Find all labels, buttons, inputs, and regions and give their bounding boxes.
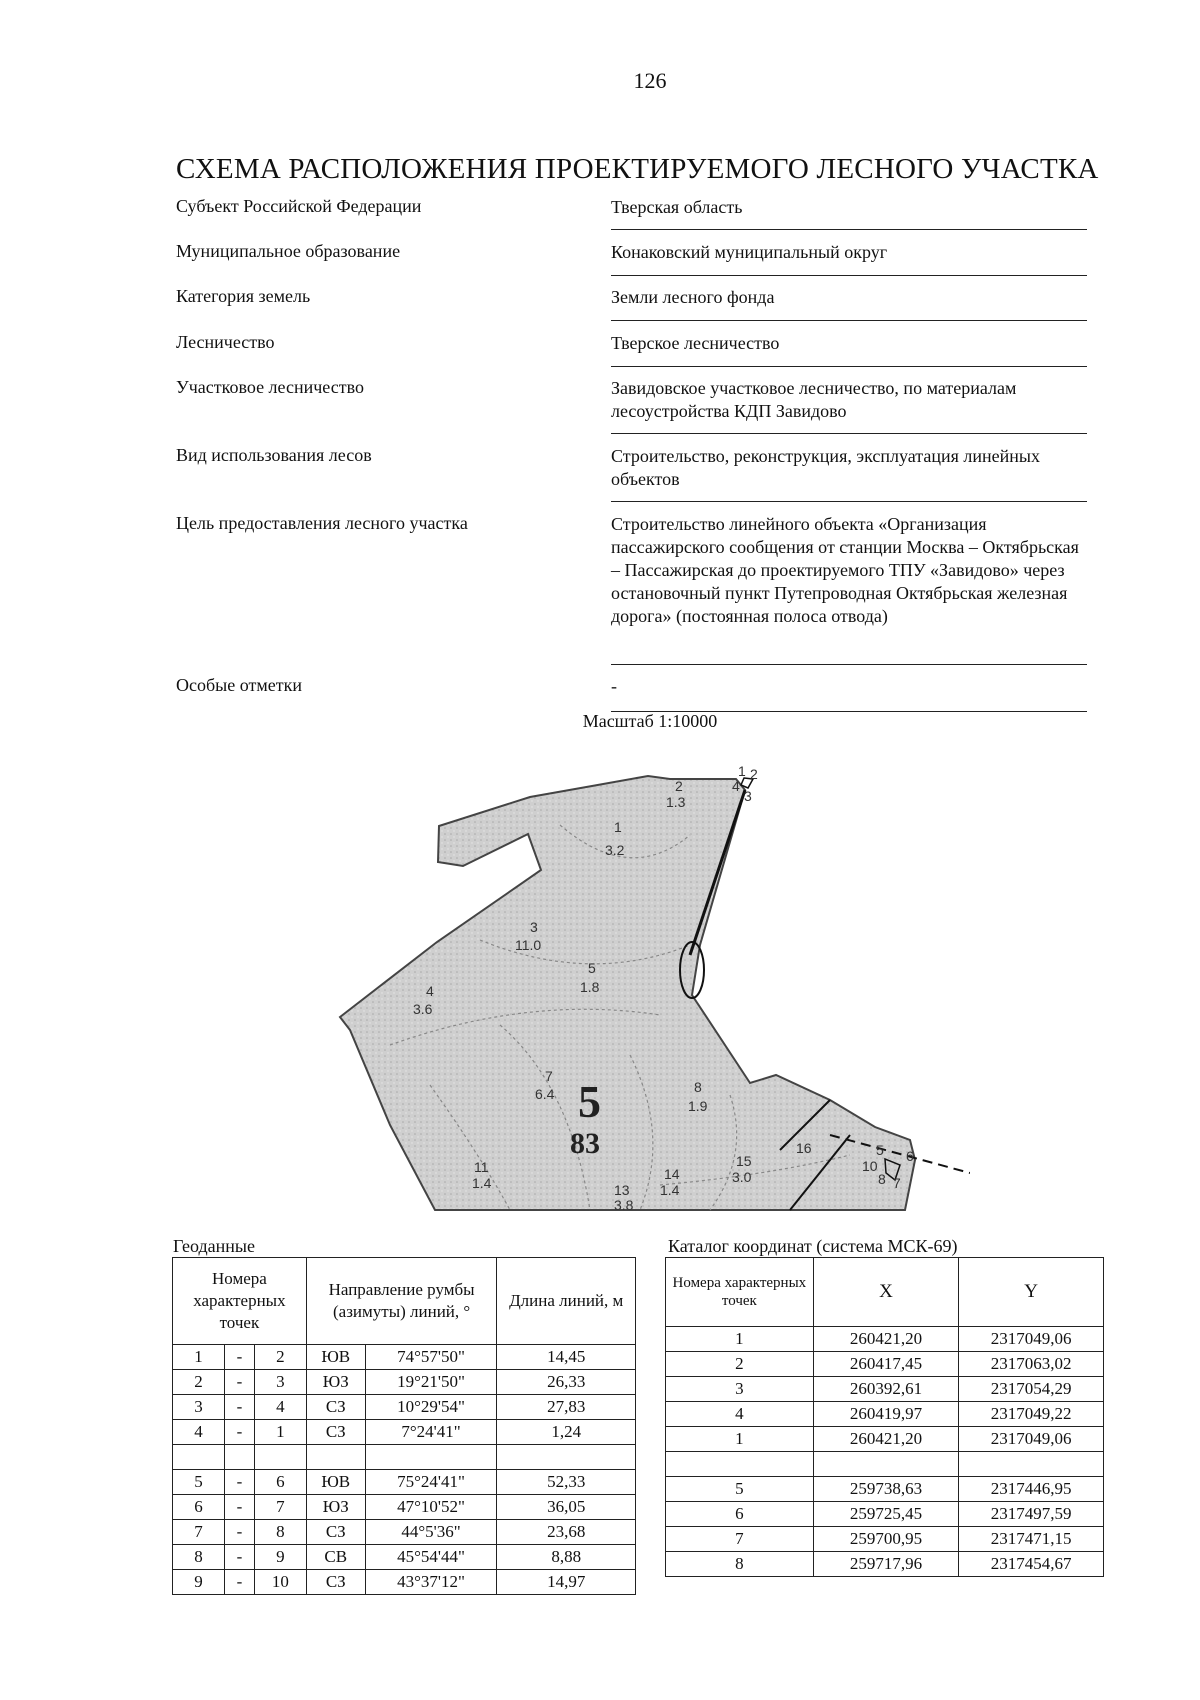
table-row-empty bbox=[666, 1452, 1104, 1477]
field-value-forest-use: Строительство, реконструкция, эксплуатация линейных объектов bbox=[611, 445, 1087, 502]
cell-rumb: ЮЗ bbox=[306, 1495, 365, 1520]
cell-angle: 43°37'12" bbox=[365, 1570, 497, 1595]
point-label-10: 10 bbox=[862, 1158, 878, 1174]
cell-rumb: ЮВ bbox=[306, 1345, 365, 1370]
plot-area: 3.2 bbox=[605, 842, 625, 858]
cell-point: 6 bbox=[666, 1502, 814, 1527]
table-row bbox=[173, 1345, 636, 1370]
point-label-8: 8 bbox=[878, 1171, 886, 1187]
field-value-land-category: Земли лесного фонда bbox=[611, 286, 1087, 321]
cell-from: 7 bbox=[173, 1520, 225, 1545]
field-label-special-notes: Особые отметки bbox=[176, 675, 302, 695]
cell-to: 4 bbox=[254, 1395, 306, 1420]
geodata-header-length: Длина линий, м bbox=[497, 1258, 636, 1345]
table-row bbox=[173, 1370, 636, 1395]
field-label-subject: Субъект Российской Федерации bbox=[176, 196, 422, 216]
field-label-purpose: Цель предоставления лесного участка bbox=[176, 513, 468, 533]
table-row bbox=[666, 1502, 1104, 1527]
table-row bbox=[173, 1470, 636, 1495]
table-row-empty bbox=[173, 1445, 636, 1470]
cell-y: 2317471,15 bbox=[959, 1527, 1104, 1552]
plot-area: 11.0 bbox=[515, 937, 542, 953]
field-value-special-notes: - bbox=[611, 675, 1087, 712]
cell-sep: - bbox=[224, 1395, 254, 1420]
plot-map-svg bbox=[330, 755, 970, 1215]
point-label-2: 2 bbox=[750, 766, 758, 782]
catalog-header-y: Y bbox=[959, 1258, 1104, 1327]
cell-y: 2317049,22 bbox=[959, 1402, 1104, 1427]
cell-x: 260421,20 bbox=[813, 1327, 959, 1352]
point-label-5: 5 bbox=[876, 1142, 884, 1158]
plot-label: 13 bbox=[614, 1182, 630, 1198]
cell-y: 2317049,06 bbox=[959, 1327, 1104, 1352]
cell-x: 260419,97 bbox=[813, 1402, 959, 1427]
plot-label: 1 bbox=[614, 819, 622, 835]
field-value-subject: Тверская область bbox=[611, 196, 1087, 230]
cell-point: 1 bbox=[666, 1427, 814, 1452]
plot-area: 1.4 bbox=[660, 1182, 680, 1198]
plot-label: 5 bbox=[588, 960, 596, 976]
cell-to: 2 bbox=[254, 1345, 306, 1370]
cell-length: 8,88 bbox=[497, 1545, 636, 1570]
cell-sep: - bbox=[224, 1495, 254, 1520]
cell-to: 7 bbox=[254, 1495, 306, 1520]
cell-angle: 10°29'54" bbox=[365, 1395, 497, 1420]
catalog-caption: Каталог координат (система МСК-69) bbox=[668, 1236, 958, 1256]
plot-label: 7 bbox=[545, 1068, 553, 1084]
cell-rumb: СВ bbox=[306, 1545, 365, 1570]
table-row bbox=[666, 1527, 1104, 1552]
cell-length: 52,33 bbox=[497, 1470, 636, 1495]
plot-area: 3.8 bbox=[614, 1197, 634, 1213]
cell-point: 8 bbox=[666, 1552, 814, 1577]
cell-rumb: СЗ bbox=[306, 1520, 365, 1545]
cell-length: 14,45 bbox=[497, 1345, 636, 1370]
field-label-district-forestry: Участковое лесничество bbox=[176, 377, 364, 397]
plot-map bbox=[330, 755, 970, 1215]
cell-from: 5 bbox=[173, 1470, 225, 1495]
table-row bbox=[666, 1477, 1104, 1502]
point-label-7: 7 bbox=[893, 1175, 901, 1191]
cell-sep: - bbox=[224, 1345, 254, 1370]
plot-label: 4 bbox=[426, 983, 434, 999]
plot-area: 6.4 bbox=[535, 1086, 555, 1102]
cell-to: 1 bbox=[254, 1420, 306, 1445]
table-row bbox=[666, 1327, 1104, 1352]
page-number: 126 bbox=[633, 68, 667, 93]
point-label-6: 6 bbox=[906, 1148, 914, 1164]
document-title: СХЕМА РАСПОЛОЖЕНИЯ ПРОЕКТИРУЕМОГО ЛЕСНОГО УЧАСТКА bbox=[176, 153, 1099, 185]
field-label-forestry: Лесничество bbox=[176, 332, 275, 352]
plot-label: 14 bbox=[664, 1166, 680, 1182]
point-label-1: 1 bbox=[738, 763, 746, 779]
cell-angle: 45°54'44" bbox=[365, 1545, 497, 1570]
cell-rumb: СЗ bbox=[306, 1395, 365, 1420]
quarter-number: 5 bbox=[578, 1076, 601, 1127]
cell-x: 259717,96 bbox=[813, 1552, 959, 1577]
plot-label: 3 bbox=[530, 919, 538, 935]
field-value-purpose: Строительство линейного объекта «Организация пассажирского сообщения от станции Москва – Октябрьская – Пассажирская до проектируемого ТПУ «Завидово» через остановочный пункт Путепроводная Октябрьская железная дорога» (постоянная полоса отвода) bbox=[611, 513, 1087, 665]
field-label-forest-use: Вид использования лесов bbox=[176, 445, 372, 465]
cell-length: 14,97 bbox=[497, 1570, 636, 1595]
cell-point: 4 bbox=[666, 1402, 814, 1427]
geodata-table bbox=[172, 1257, 636, 1595]
cell-to: 3 bbox=[254, 1370, 306, 1395]
cell-sep: - bbox=[224, 1420, 254, 1445]
cell-length: 23,68 bbox=[497, 1520, 636, 1545]
plot-label: 15 bbox=[736, 1153, 752, 1169]
cell-y: 2317446,95 bbox=[959, 1477, 1104, 1502]
cell-length: 27,83 bbox=[497, 1395, 636, 1420]
cell-x: 259725,45 bbox=[813, 1502, 959, 1527]
cell-rumb: ЮЗ bbox=[306, 1370, 365, 1395]
cell-from: 8 bbox=[173, 1545, 225, 1570]
table-row bbox=[666, 1377, 1104, 1402]
cell-angle: 74°57'50" bbox=[365, 1345, 497, 1370]
cell-sep: - bbox=[224, 1370, 254, 1395]
cell-rumb: ЮВ bbox=[306, 1470, 365, 1495]
cell-x: 259700,95 bbox=[813, 1527, 959, 1552]
cell-length: 26,33 bbox=[497, 1370, 636, 1395]
cell-y: 2317497,59 bbox=[959, 1502, 1104, 1527]
plot-label: 16 bbox=[796, 1140, 812, 1156]
field-label-municipality: Муниципальное образование bbox=[176, 241, 401, 261]
cell-to: 9 bbox=[254, 1545, 306, 1570]
geodata-header-direction: Направление румбы (азимуты) линий, ° bbox=[306, 1258, 497, 1345]
table-row bbox=[666, 1402, 1104, 1427]
cell-angle: 7°24'41" bbox=[365, 1420, 497, 1445]
cell-x: 259738,63 bbox=[813, 1477, 959, 1502]
cell-x: 260392,61 bbox=[813, 1377, 959, 1402]
plot-label: 8 bbox=[694, 1079, 702, 1095]
plot-area: 1.3 bbox=[666, 794, 686, 810]
cell-sep: - bbox=[224, 1570, 254, 1595]
field-label-land-category: Категория земель bbox=[176, 286, 311, 306]
plot-area: 1.8 bbox=[580, 979, 600, 995]
cell-from: 9 bbox=[173, 1570, 225, 1595]
plot-area: 3.6 bbox=[413, 1001, 433, 1017]
cell-point: 3 bbox=[666, 1377, 814, 1402]
cell-length: 36,05 bbox=[497, 1495, 636, 1520]
plot-label: 2 bbox=[675, 778, 683, 794]
cell-rumb: СЗ bbox=[306, 1420, 365, 1445]
table-row bbox=[666, 1427, 1104, 1452]
geodata-caption: Геоданные bbox=[173, 1236, 256, 1256]
cell-angle: 44°5'36" bbox=[365, 1520, 497, 1545]
cell-point: 1 bbox=[666, 1327, 814, 1352]
table-row bbox=[173, 1570, 636, 1595]
catalog-header-x: X bbox=[813, 1258, 959, 1327]
cell-to: 8 bbox=[254, 1520, 306, 1545]
field-value-forestry: Тверское лесничество bbox=[611, 332, 1087, 367]
cell-from: 6 bbox=[173, 1495, 225, 1520]
cell-point: 2 bbox=[666, 1352, 814, 1377]
table-row bbox=[173, 1395, 636, 1420]
cell-sep: - bbox=[224, 1470, 254, 1495]
cell-y: 2317049,06 bbox=[959, 1427, 1104, 1452]
cell-to: 6 bbox=[254, 1470, 306, 1495]
table-row bbox=[173, 1545, 636, 1570]
cell-from: 3 bbox=[173, 1395, 225, 1420]
cell-angle: 75°24'41" bbox=[365, 1470, 497, 1495]
point-label-4: 4 bbox=[732, 778, 740, 794]
cell-y: 2317454,67 bbox=[959, 1552, 1104, 1577]
cell-angle: 47°10'52" bbox=[365, 1495, 497, 1520]
cell-x: 260421,20 bbox=[813, 1427, 959, 1452]
cell-point: 7 bbox=[666, 1527, 814, 1552]
field-value-municipality: Конаковский муниципальный округ bbox=[611, 241, 1087, 276]
catalog-header-points: Номера характерных точек bbox=[666, 1258, 814, 1327]
plot-area: 1.9 bbox=[688, 1098, 708, 1114]
cell-rumb: СЗ bbox=[306, 1570, 365, 1595]
cell-from: 4 bbox=[173, 1420, 225, 1445]
cell-y: 2317063,02 bbox=[959, 1352, 1104, 1377]
plot-area: 3.0 bbox=[732, 1169, 752, 1185]
table-row bbox=[173, 1420, 636, 1445]
cell-sep: - bbox=[224, 1520, 254, 1545]
point-label-3: 3 bbox=[744, 788, 752, 804]
plot-label: 11 bbox=[474, 1159, 489, 1175]
cell-point: 5 bbox=[666, 1477, 814, 1502]
table-row bbox=[666, 1552, 1104, 1577]
table-row bbox=[173, 1495, 636, 1520]
quarter-area: 83 bbox=[570, 1127, 600, 1160]
cell-from: 1 bbox=[173, 1345, 225, 1370]
map-scale: Масштаб 1:10000 bbox=[582, 711, 718, 731]
cell-angle: 19°21'50" bbox=[365, 1370, 497, 1395]
table-row bbox=[173, 1520, 636, 1545]
cell-from: 2 bbox=[173, 1370, 225, 1395]
geodata-header-points: Номера характерных точек bbox=[173, 1258, 307, 1345]
cell-x: 260417,45 bbox=[813, 1352, 959, 1377]
cell-to: 10 bbox=[254, 1570, 306, 1595]
cell-y: 2317054,29 bbox=[959, 1377, 1104, 1402]
plot-area: 1.4 bbox=[472, 1175, 492, 1191]
cell-length: 1,24 bbox=[497, 1420, 636, 1445]
field-value-district-forestry: Завидовское участковое лесничество, по материалам лесоустройства КДП Завидово bbox=[611, 377, 1087, 434]
cell-sep: - bbox=[224, 1545, 254, 1570]
coordinate-catalog-table bbox=[665, 1257, 1104, 1577]
table-row bbox=[666, 1352, 1104, 1377]
